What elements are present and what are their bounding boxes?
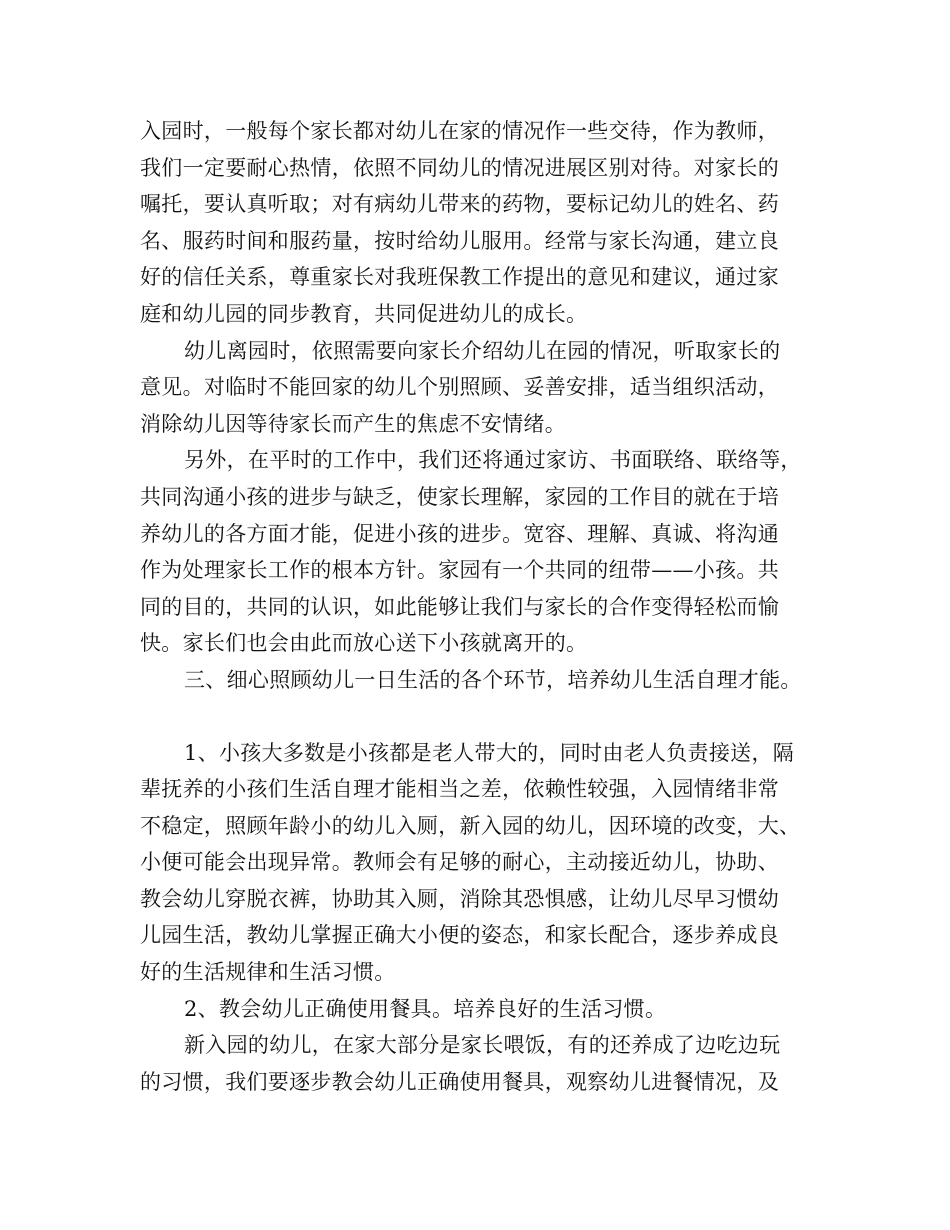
text-line: 另外，在平时的工作中，我们还将通过家访、书面联络、联络等， bbox=[184, 448, 802, 473]
document-body bbox=[140, 113, 828, 1100]
text-line: 新入园的幼儿，在家大部分是家长喂饭，有的还养成了边吃边玩 bbox=[184, 1033, 781, 1058]
text-line: 同的目的，共同的认识，如此能够让我们与家长的合作变得轻松而愉 bbox=[140, 594, 779, 619]
text-line: 教会幼儿穿脱衣裤，协助其入厕，消除其恐惧感，让幼儿尽早习惯幼 bbox=[140, 886, 779, 911]
text-line: 2、教会幼儿正确使用餐具。培养良好的生活习惯。 bbox=[184, 996, 667, 1021]
text-line: 消除幼儿因等待家长而产生的焦虑不安情绪。 bbox=[140, 411, 566, 436]
text-line: 入园时，一般每个家长都对幼儿在家的情况作一些交待，作为教师， bbox=[140, 119, 779, 143]
text-line: 作为处理家长工作的根本方针。家园有一个共同的纽带——小孩。共 bbox=[140, 558, 779, 583]
text-line: 幼儿离园时，依照需要向家长介绍幼儿在园的情况，听取家长的 bbox=[184, 338, 781, 363]
text-line: 1、小孩大多数是小孩都是老人带大的，同时由老人负责接送，隔 bbox=[184, 740, 795, 765]
text-line: 好的信任关系，尊重家长对我班保教工作提出的意见和建议，通过家 bbox=[140, 265, 779, 290]
text-line: 辈抚养的小孩们生活自理才能相当之差，依赖性较强，入园情绪非常 bbox=[140, 777, 779, 802]
paragraph-spacer bbox=[140, 699, 828, 735]
paragraph-family-arrival bbox=[140, 113, 828, 333]
text-line: 共同沟通小孩的进步与缺乏，使家长理解，家园的工作目的就在于培 bbox=[140, 484, 779, 509]
section-heading-daily-care bbox=[140, 662, 828, 699]
paragraph-item-1 bbox=[140, 735, 828, 991]
text-line: 名、服药时间和服药量，按时给幼儿服用。经常与家长沟通，建立良 bbox=[140, 228, 779, 253]
text-line: 嘱托，要认真听取；对有病幼儿带来的药物，要标记幼儿的姓名、药 bbox=[140, 192, 779, 217]
section-heading-line: 三、细心照顾幼儿一日生活的各个环节，培养幼儿生活自理才能。 bbox=[184, 667, 802, 692]
text-line: 不稳定，照顾年龄小的幼儿入厕，新入园的幼儿，因环境的改变，大、 bbox=[140, 813, 801, 838]
text-line: 意见。对临时不能回家的幼儿个别照顾、妥善安排，适当组织活动， bbox=[140, 375, 779, 400]
paragraph-departure bbox=[140, 333, 828, 443]
text-line: 庭和幼儿园的同步教育，共同促进幼儿的成长。 bbox=[140, 301, 588, 326]
paragraph-communication bbox=[140, 442, 828, 662]
paragraph-item-2-body bbox=[140, 1027, 828, 1100]
paragraph-item-2-heading bbox=[140, 991, 828, 1028]
text-line: 的习惯，我们要逐步教会幼儿正确使用餐具，观察幼儿进餐情况，及 bbox=[140, 1069, 779, 1094]
text-line: 养幼儿的各方面才能，促进小孩的进步。宽容、理解、真诚、将沟通 bbox=[140, 521, 779, 546]
text-line: 小便可能会出现异常。教师会有足够的耐心，主动接近幼儿，协助、 bbox=[140, 850, 779, 875]
text-line: 我们一定要耐心热情，依照不同幼儿的情况进展区别对待。对家长的 bbox=[140, 155, 779, 180]
text-line: 儿园生活，教幼儿掌握正确大小便的姿态，和家长配合，逐步养成良 bbox=[140, 923, 779, 948]
text-line: 好的生活规律和生活习惯。 bbox=[140, 960, 396, 985]
text-line: 快。家长们也会由此而放心送下小孩就离开的。 bbox=[140, 631, 588, 656]
